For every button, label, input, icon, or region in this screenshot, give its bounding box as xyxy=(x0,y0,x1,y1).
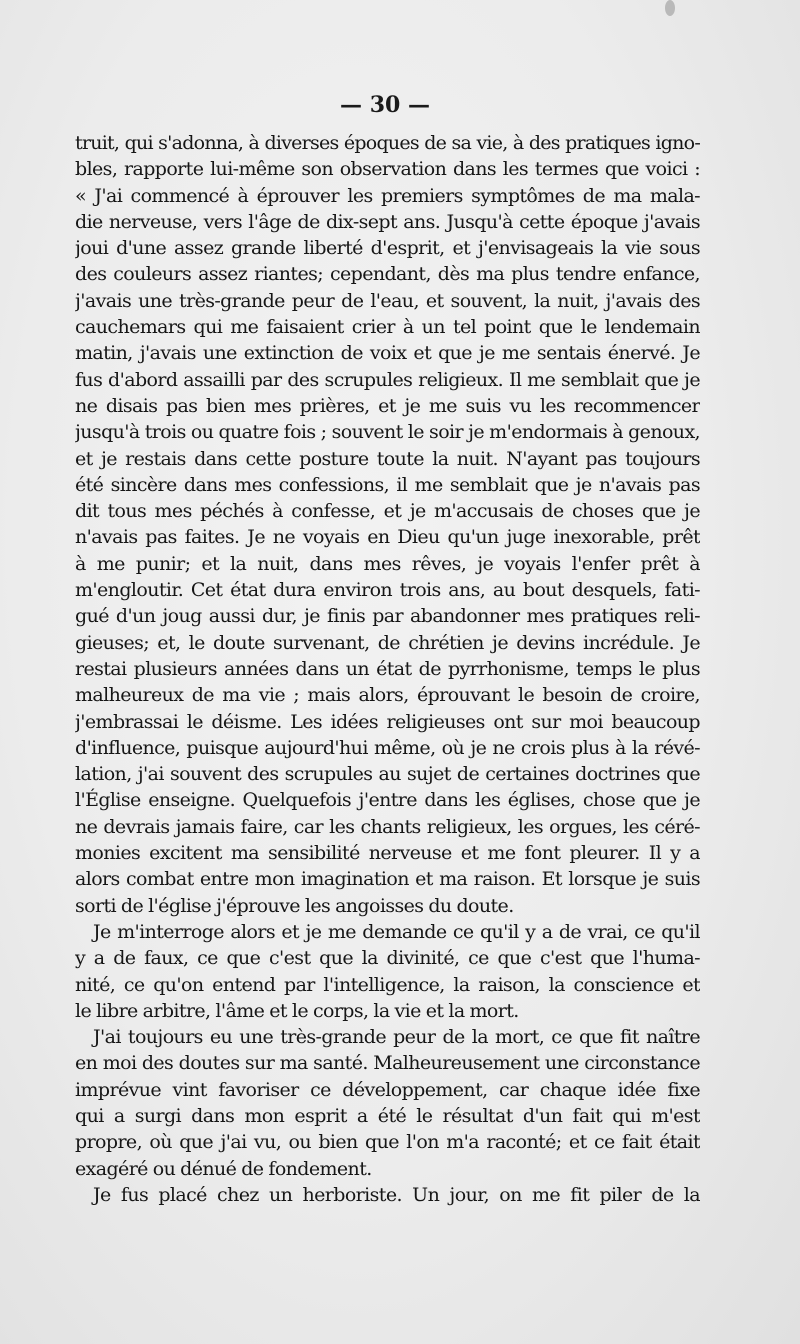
text-line: en moi des doutes sur ma santé. Malheureusement une circonstance xyxy=(75,1052,700,1075)
text-line: Je fus placé chez un herboriste. Un jour, on me fit piler de la xyxy=(93,1183,700,1206)
text-line: J'ai toujours eu une très-grande peur de la mort, ce que fit naître xyxy=(93,1026,700,1049)
page-number: — 30 — xyxy=(340,92,430,118)
text-line: monies excitent ma sensibilité nerveuse et me font pleurer. Il y a xyxy=(75,842,700,865)
text-line: bles, rapporte lui-même son observation dans les termes que voici : xyxy=(75,158,700,181)
text-line: lation, j'ai souvent des scrupules au sujet de certaines doctrines que xyxy=(75,763,700,786)
text-line: d'influence, puisque aujourd'hui même, où je ne crois plus à la révé- xyxy=(75,736,700,759)
text-line: propre, où que j'ai vu, ou bien que l'on m'a raconté; et ce fait était xyxy=(75,1131,700,1154)
text-line: Je m'interroge alors et je me demande ce qu'il y a de vrai, ce qu'il xyxy=(93,920,700,943)
text-line: qui a surgi dans mon esprit a été le résultat d'un fait qui m'est xyxy=(75,1104,700,1127)
text-line: le libre arbitre, l'âme et le corps, la vie et la mort. xyxy=(75,999,519,1022)
text-line: die nerveuse, vers l'âge de dix-sept ans. Jusqu'à cette époque j'avais xyxy=(75,210,700,233)
text-line: cauchemars qui me faisaient crier à un tel point que le lendemain xyxy=(75,316,700,339)
text-line: dit tous mes péchés à confesse, et je m'accusais de choses que je xyxy=(75,500,700,523)
paper-speck xyxy=(665,0,675,16)
text-line: l'Église enseigne. Quelquefois j'entre dans les églises, chose que je xyxy=(75,789,700,812)
text-line: restai plusieurs années dans un état de pyrrhonisme, temps le plus xyxy=(75,657,700,680)
text-line: m'engloutir. Cet état dura environ trois ans, au bout desquels, fati- xyxy=(75,579,700,602)
text-line: n'avais pas faites. Je ne voyais en Dieu qu'un juge inexorable, prêt xyxy=(75,526,700,549)
text-line: des couleurs assez riantes; cependant, dès ma plus tendre enfance, xyxy=(75,263,700,286)
text-line: imprévue vint favoriser ce développement, car chaque idée fixe xyxy=(75,1078,700,1101)
text-line: gieuses; et, le doute survenant, de chrétien je devins incrédule. Je xyxy=(75,631,700,654)
text-line: « J'ai commencé à éprouver les premiers symptômes de ma mala- xyxy=(75,184,700,207)
text-line: sorti de l'église j'éprouve les angoisses du doute. xyxy=(75,894,514,917)
text-line: jusqu'à trois ou quatre fois ; souvent le soir je m'endormais à genoux, xyxy=(75,421,700,444)
text-line: matin, j'avais une extinction de voix et que je me sentais énervé. Je xyxy=(75,342,700,365)
text-line: ne devrais jamais faire, car les chants religieux, les orgues, les céré- xyxy=(75,815,700,838)
text-line: truit, qui s'adonna, à diverses époques de sa vie, à des pratiques igno- xyxy=(75,132,700,154)
text-line: et je restais dans cette posture toute la nuit. N'ayant pas toujours xyxy=(75,447,700,470)
text-line: malheureux de ma vie ; mais alors, éprouvant le besoin de croire, xyxy=(75,684,700,707)
text-line: ne disais pas bien mes prières, et je me suis vu les recommencer xyxy=(75,394,700,417)
text-line: joui d'une assez grande liberté d'esprit, et j'envisageais la vie sous xyxy=(75,237,700,260)
text-line: j'embrassai le déisme. Les idées religieuses ont sur moi beaucoup xyxy=(75,710,700,733)
text-line: y a de faux, ce que c'est que la divinité, ce que c'est que l'huma- xyxy=(75,947,700,970)
text-line: gué d'un joug aussi dur, je finis par abandonner mes pratiques reli- xyxy=(75,605,700,628)
text-line: à me punir; et la nuit, dans mes rêves, je voyais l'enfer prêt à xyxy=(75,552,700,575)
text-line: exagéré ou dénué de fondement. xyxy=(75,1157,372,1180)
text-line: fus d'abord assailli par des scrupules religieux. Il me semblait que je xyxy=(75,368,700,391)
body-text xyxy=(75,130,700,1208)
text-line: nité, ce qu'on entend par l'intelligence, la raison, la conscience et xyxy=(75,973,700,996)
text-line: été sincère dans mes confessions, il me semblait que je n'avais pas xyxy=(75,473,700,496)
text-line: j'avais une très-grande peur de l'eau, et souvent, la nuit, j'avais des xyxy=(75,289,700,312)
text-line: alors combat entre mon imagination et ma raison. Et lorsque je suis xyxy=(75,868,700,891)
